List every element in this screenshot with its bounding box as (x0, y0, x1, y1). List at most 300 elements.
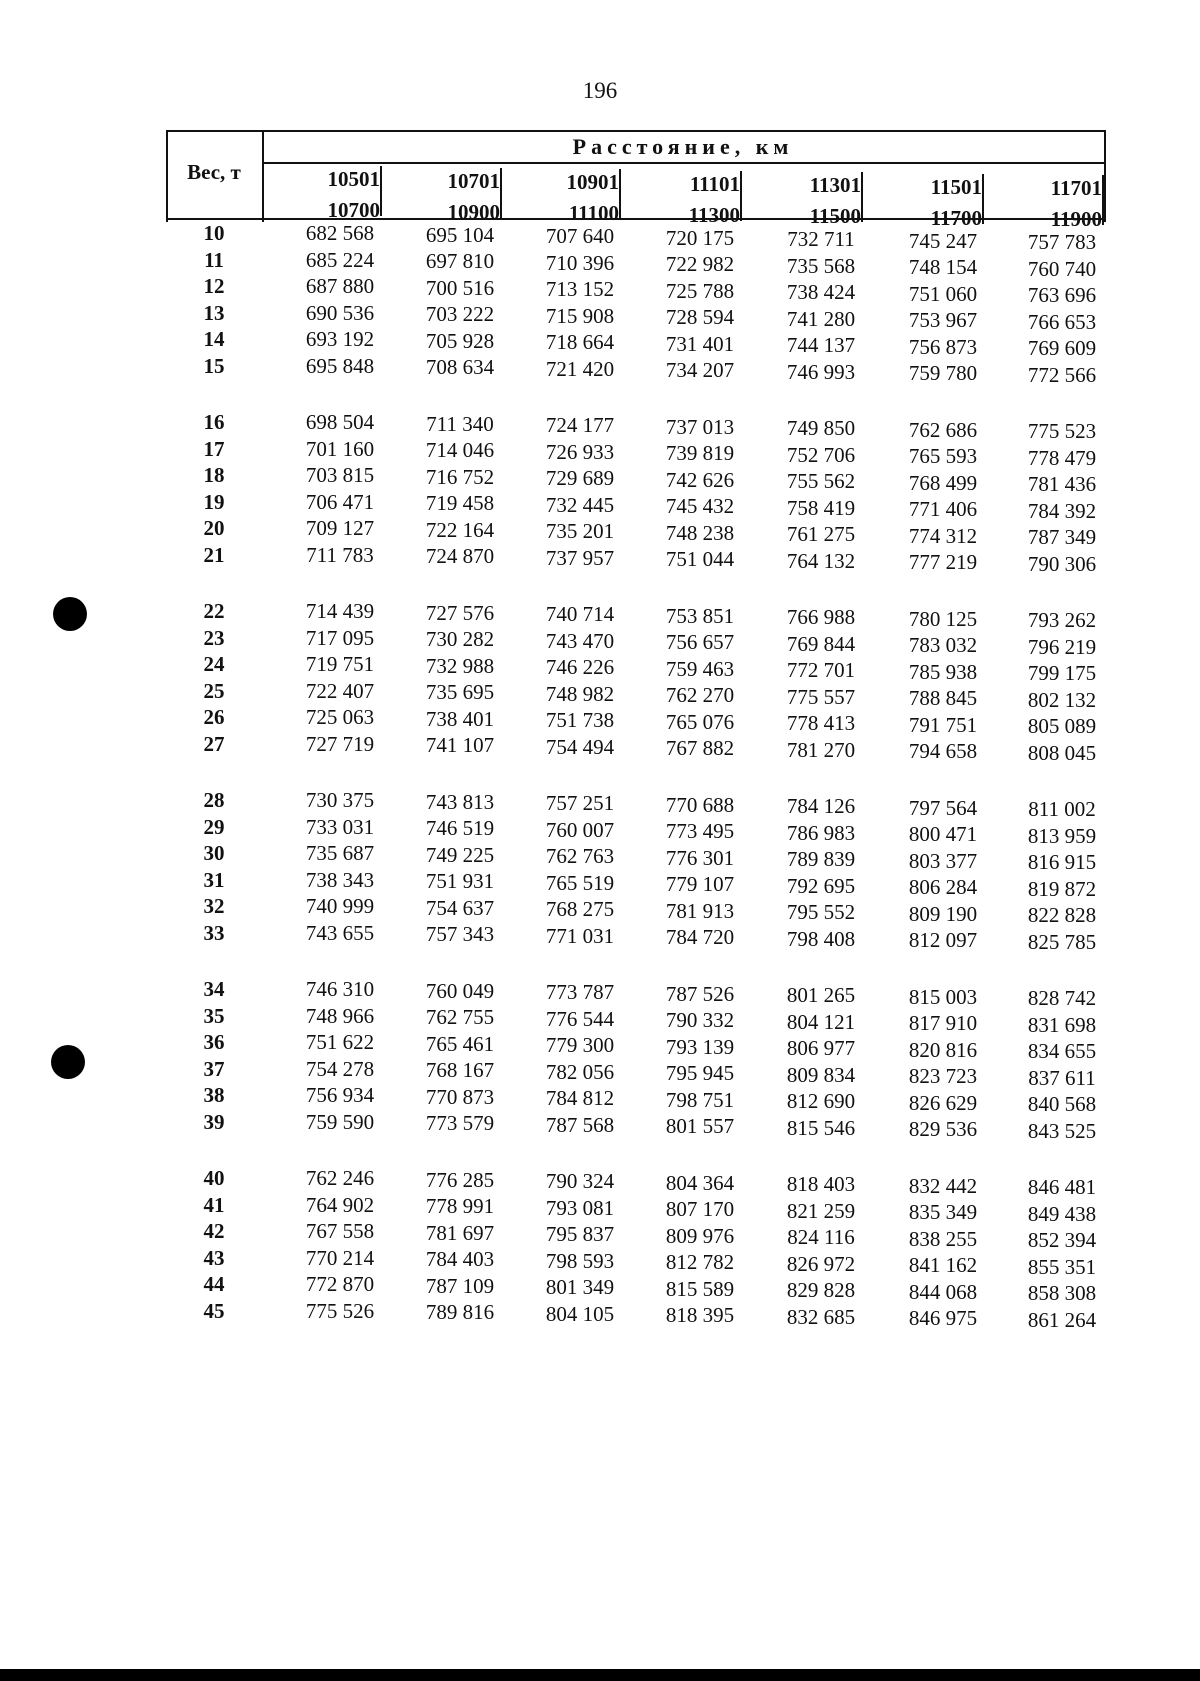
price-cell: 771 031 (545, 923, 615, 948)
weight-cell: 30 (203, 841, 225, 865)
price-cell: 797 564 (908, 795, 978, 820)
price-cell: 758 419 (786, 495, 856, 520)
price-cell: 751 931 (425, 869, 495, 893)
price-cell: 766 653 (1027, 309, 1097, 334)
price-cell: 834 655 (1027, 1039, 1097, 1063)
price-cell: 772 566 (1027, 362, 1097, 387)
price-cell: 756 934 (305, 1083, 375, 1107)
price-cell: 790 332 (665, 1008, 735, 1032)
range-to: 11700 (930, 205, 982, 230)
price-cell: 816 915 (1027, 850, 1097, 874)
price-cell: 755 562 (786, 469, 856, 493)
range-to: 11500 (809, 204, 861, 228)
price-cell: 770 214 (305, 1245, 375, 1270)
price-cell: 751 060 (908, 281, 978, 306)
price-cell: 748 238 (665, 520, 735, 545)
price-cell: 741 107 (425, 733, 495, 757)
price-cell: 746 993 (786, 359, 856, 384)
price-cell: 731 401 (665, 331, 735, 356)
column-header-range (632, 169, 740, 231)
price-cell: 776 301 (665, 845, 735, 870)
price-cell: 774 312 (908, 523, 978, 548)
price-cell: 783 032 (908, 633, 978, 657)
weight-cell: 13 (203, 300, 225, 325)
price-cell: 749 850 (786, 416, 856, 440)
price-cell: 778 991 (425, 1194, 495, 1218)
weight-cell: 20 (203, 516, 225, 540)
price-cell: 776 285 (425, 1167, 495, 1192)
price-cell: 714 046 (425, 438, 495, 462)
price-cell: 855 351 (1027, 1254, 1097, 1279)
price-cell: 840 568 (1027, 1092, 1097, 1116)
price-cell: 775 557 (786, 684, 856, 709)
price-cell: 791 751 (908, 712, 978, 737)
price-cell: 762 763 (545, 844, 615, 868)
price-cell: 711 340 (426, 411, 494, 436)
header-right-border (1104, 132, 1106, 222)
price-cell: 756 657 (665, 630, 735, 654)
price-cell: 711 783 (306, 542, 374, 567)
weight-cell: 29 (203, 814, 225, 839)
price-cell: 772 701 (786, 658, 856, 682)
price-cell: 717 095 (305, 625, 375, 650)
price-cell: 795 837 (545, 1222, 615, 1246)
price-cell: 838 255 (908, 1226, 978, 1251)
price-cell: 753 967 (908, 308, 978, 332)
range-divider-line (740, 171, 742, 221)
price-cell: 737 013 (665, 414, 735, 439)
price-cell: 727 576 (425, 600, 495, 625)
price-cell: 753 851 (665, 603, 735, 628)
price-cell: 768 499 (908, 470, 978, 495)
price-cell: 815 003 (908, 984, 978, 1009)
price-cell: 777 219 (908, 550, 978, 574)
weight-cell: 31 (203, 867, 225, 892)
price-cell: 781 436 (1027, 472, 1097, 496)
price-cell: 815 589 (665, 1276, 735, 1301)
price-cell: 751 044 (665, 547, 735, 571)
price-cell: 779 107 (665, 872, 735, 896)
price-cell: 685 224 (305, 247, 375, 272)
price-cell: 815 546 (786, 1115, 856, 1140)
price-cell: 784 126 (786, 794, 856, 818)
weight-cell: 36 (203, 1030, 225, 1054)
price-cell: 734 207 (665, 358, 735, 382)
price-cell: 809 834 (786, 1062, 856, 1087)
price-cell: 725 788 (665, 278, 735, 303)
price-cell: 799 175 (1027, 661, 1097, 685)
weight-cell: 17 (203, 436, 225, 461)
price-cell: 709 127 (305, 516, 375, 540)
range-from: 10901 (566, 170, 619, 194)
price-cell: 812 097 (908, 928, 978, 952)
price-cell: 773 787 (545, 980, 615, 1004)
price-cell: 826 629 (908, 1090, 978, 1115)
price-cell: 763 696 (1027, 283, 1097, 307)
price-cell: 772 870 (305, 1272, 375, 1296)
price-cell: 805 089 (1027, 714, 1097, 738)
price-cell: 748 154 (908, 255, 978, 279)
price-cell: 746 310 (305, 977, 375, 1001)
price-cell: 803 377 (908, 848, 978, 873)
price-cell: 724 870 (425, 544, 495, 568)
price-cell: 730 375 (305, 788, 375, 812)
range-to: 10900 (447, 199, 500, 224)
price-cell: 716 752 (425, 464, 495, 489)
weight-cell: 14 (203, 327, 225, 351)
price-cell: 722 982 (665, 252, 735, 276)
price-cell: 771 406 (908, 497, 978, 521)
weight-cell: 25 (203, 678, 225, 703)
price-cell: 824 116 (787, 1225, 855, 1249)
weight-cell: 44 (203, 1272, 225, 1296)
weight-cell: 35 (203, 1003, 225, 1028)
price-cell: 754 637 (425, 895, 495, 920)
price-cell: 703 222 (425, 302, 495, 326)
weight-cell: 18 (203, 463, 225, 487)
price-cell: 861 264 (1027, 1307, 1097, 1332)
price-cell: 820 816 (908, 1037, 978, 1062)
price-cell: 812 782 (665, 1250, 735, 1274)
range-divider-line (380, 166, 382, 216)
price-cell: 832 442 (908, 1173, 978, 1198)
weight-cell: 41 (203, 1192, 225, 1217)
price-cell: 808 045 (1027, 740, 1097, 765)
price-cell: 749 225 (425, 842, 495, 867)
price-cell: 825 785 (1027, 929, 1097, 954)
price-cell: 784 720 (665, 925, 735, 949)
price-cell: 719 458 (425, 491, 495, 515)
weight-cell: 24 (203, 652, 225, 676)
weight-cell: 38 (203, 1083, 225, 1107)
price-cell: 746 519 (425, 816, 495, 840)
price-cell: 708 634 (425, 355, 495, 379)
price-cell: 748 982 (545, 681, 615, 706)
column-header-range (874, 172, 982, 234)
price-cell: 751 738 (545, 708, 615, 732)
weight-cell: 15 (203, 353, 225, 378)
price-cell: 719 751 (305, 652, 375, 676)
price-cell: 759 463 (665, 656, 735, 681)
price-cell: 738 424 (786, 280, 856, 304)
price-cell: 764 132 (786, 548, 856, 573)
price-cell: 778 413 (786, 711, 856, 735)
price-cell: 713 152 (545, 277, 615, 301)
weight-cell: 22 (203, 599, 225, 623)
range-divider-line (982, 174, 984, 224)
price-cell: 831 698 (1027, 1012, 1097, 1037)
price-cell: 781 913 (665, 898, 735, 923)
price-cell: 769 844 (786, 631, 856, 656)
price-cell: 809 976 (665, 1223, 735, 1248)
price-cell: 822 828 (1027, 903, 1097, 927)
column-header-range (511, 167, 619, 229)
column-header-range (753, 170, 861, 232)
price-cell: 787 349 (1027, 525, 1097, 549)
price-cell: 765 076 (665, 709, 735, 734)
price-cell: 760 740 (1027, 256, 1097, 281)
page-number: 196 (582, 78, 618, 103)
price-cell: 757 783 (1027, 230, 1097, 254)
price-cell: 818 395 (665, 1303, 735, 1327)
scan-bottom-edge (0, 1669, 1200, 1681)
price-cell: 740 714 (545, 602, 615, 626)
price-cell: 762 686 (908, 417, 978, 442)
price-cell: 726 933 (545, 439, 615, 464)
column-header-range (392, 166, 500, 228)
price-cell: 745 247 (908, 228, 978, 253)
price-cell: 773 495 (665, 819, 735, 843)
price-cell: 715 908 (545, 303, 615, 328)
price-cell: 780 125 (908, 606, 978, 631)
price-cell: 809 190 (908, 901, 978, 926)
price-cell: 790 306 (1027, 551, 1097, 576)
price-cell: 722 407 (305, 678, 375, 703)
price-cell: 729 689 (545, 466, 615, 490)
price-cell: 786 983 (786, 820, 856, 845)
price-cell: 714 439 (305, 599, 375, 623)
price-cell: 732 988 (425, 653, 495, 678)
price-cell: 720 175 (665, 225, 735, 250)
range-from: 10701 (447, 168, 500, 193)
price-cell: 826 972 (786, 1251, 856, 1276)
price-cell: 722 164 (425, 517, 495, 542)
price-cell: 775 523 (1027, 419, 1097, 443)
header-top-border (166, 130, 1106, 132)
price-cell: 759 590 (305, 1109, 375, 1134)
price-cell: 846 975 (908, 1306, 978, 1330)
price-cell: 700 516 (425, 275, 495, 300)
price-cell: 817 910 (908, 1011, 978, 1035)
weight-cell: 32 (203, 894, 225, 918)
price-cell: 846 481 (1027, 1175, 1097, 1199)
price-cell: 767 882 (665, 736, 735, 760)
price-cell: 707 640 (545, 224, 615, 248)
weight-cell: 19 (203, 489, 225, 514)
price-cell: 732 711 (787, 227, 855, 251)
price-cell: 790 324 (545, 1169, 615, 1193)
price-cell: 733 031 (305, 814, 375, 839)
price-cell: 806 977 (786, 1036, 856, 1060)
price-cell: 737 957 (545, 545, 615, 570)
price-cell: 804 105 (545, 1301, 615, 1326)
price-cell: 756 873 (908, 334, 978, 359)
price-cell: 804 121 (786, 1009, 856, 1034)
price-cell: 738 343 (305, 867, 375, 892)
price-cell: 765 519 (545, 870, 615, 895)
price-cell: 828 742 (1027, 986, 1097, 1010)
price-cell: 742 626 (665, 467, 735, 492)
price-cell: 843 525 (1027, 1118, 1097, 1143)
price-cell: 754 494 (545, 734, 615, 759)
price-cell: 781 270 (786, 737, 856, 762)
price-cell: 741 280 (786, 306, 856, 331)
price-cell: 801 265 (786, 983, 856, 1007)
price-cell: 770 873 (425, 1084, 495, 1109)
price-cell: 823 723 (908, 1064, 978, 1088)
price-cell: 735 695 (425, 680, 495, 704)
weight-cell: 16 (203, 410, 225, 434)
weight-cell: 45 (203, 1298, 225, 1323)
range-to: 11300 (688, 202, 740, 227)
price-cell: 773 579 (425, 1111, 495, 1135)
price-cell: 698 504 (305, 410, 375, 434)
price-cell: 724 177 (545, 413, 615, 437)
price-cell: 796 219 (1027, 634, 1097, 659)
price-cell: 738 401 (425, 706, 495, 731)
price-cell: 806 284 (908, 875, 978, 899)
weight-cell: 42 (203, 1219, 225, 1243)
price-cell: 759 780 (908, 361, 978, 385)
price-cell: 727 719 (305, 731, 375, 756)
weight-cell: 39 (203, 1109, 225, 1134)
price-cell: 766 988 (786, 605, 856, 629)
price-cell: 832 685 (786, 1304, 856, 1329)
price-cell: 793 262 (1027, 608, 1097, 632)
price-cell: 743 470 (545, 628, 615, 653)
price-cell: 789 816 (425, 1300, 495, 1324)
price-cell: 746 226 (545, 655, 615, 679)
price-cell: 743 813 (425, 789, 495, 814)
column-header-range (272, 164, 380, 226)
price-cell: 735 201 (545, 519, 615, 543)
range-from: 10501 (327, 167, 380, 191)
price-cell: 804 364 (665, 1170, 735, 1195)
price-cell: 757 343 (425, 922, 495, 946)
price-cell: 770 688 (665, 792, 735, 817)
price-cell: 710 396 (545, 250, 615, 275)
price-cell: 793 139 (665, 1034, 735, 1059)
price-cell: 793 081 (545, 1195, 615, 1220)
price-cell: 693 192 (305, 327, 375, 351)
price-cell: 794 658 (908, 739, 978, 763)
price-cell: 744 137 (786, 333, 856, 357)
price-cell: 764 902 (305, 1192, 375, 1217)
price-cell: 798 751 (665, 1087, 735, 1112)
weight-cell: 26 (203, 705, 225, 729)
weight-cell: 33 (203, 920, 225, 945)
price-cell: 811 002 (1028, 797, 1096, 821)
price-cell: 784 812 (545, 1086, 615, 1110)
price-cell: 795 945 (665, 1061, 735, 1085)
weight-cell: 12 (203, 274, 225, 298)
price-cell: 787 526 (665, 981, 735, 1006)
price-cell: 798 408 (786, 926, 856, 951)
range-from: 11701 (1050, 176, 1102, 200)
weight-cell: 27 (203, 731, 225, 756)
price-cell: 813 959 (1027, 823, 1097, 848)
weight-cell: 23 (203, 625, 225, 650)
price-cell: 768 275 (545, 897, 615, 921)
price-cell: 787 568 (545, 1112, 615, 1137)
weight-cell: 10 (203, 221, 225, 245)
price-cell: 754 278 (305, 1056, 375, 1081)
range-from: 11301 (809, 173, 861, 197)
price-cell: 784 392 (1027, 498, 1097, 523)
price-cell: 695 104 (425, 222, 495, 247)
price-cell: 745 432 (665, 494, 735, 518)
price-cell: 701 160 (305, 436, 375, 461)
price-cell: 695 848 (305, 353, 375, 378)
price-cell: 837 611 (1028, 1065, 1096, 1090)
price-cell: 687 880 (305, 274, 375, 298)
range-divider-line (500, 168, 502, 218)
price-cell: 748 966 (305, 1003, 375, 1028)
price-cell: 841 162 (908, 1253, 978, 1277)
price-cell: 781 697 (425, 1220, 495, 1245)
price-cell: 760 007 (545, 817, 615, 842)
price-cell: 751 622 (305, 1030, 375, 1054)
price-cell: 706 471 (305, 489, 375, 514)
price-cell: 800 471 (908, 822, 978, 846)
price-cell: 762 246 (305, 1166, 375, 1190)
price-cell: 812 690 (786, 1089, 856, 1113)
price-cell: 765 461 (425, 1031, 495, 1056)
price-cell: 705 928 (425, 328, 495, 353)
range-from: 11101 (689, 171, 740, 196)
range-to: 11900 (1050, 207, 1102, 231)
price-cell: 732 445 (545, 492, 615, 517)
price-cell: 779 300 (545, 1033, 615, 1057)
weight-cell: 21 (203, 542, 225, 567)
price-cell: 757 251 (545, 791, 615, 815)
weight-cell: 37 (203, 1056, 225, 1081)
price-cell: 798 593 (545, 1248, 615, 1273)
price-cell: 792 695 (786, 873, 856, 898)
price-cell: 819 872 (1027, 876, 1097, 901)
weight-cell: 40 (203, 1166, 225, 1190)
price-cell: 849 438 (1027, 1201, 1097, 1226)
price-cell: 802 132 (1027, 687, 1097, 712)
weight-cell: 11 (204, 247, 224, 272)
column-header-range (994, 173, 1102, 235)
price-cell: 776 544 (545, 1006, 615, 1031)
price-cell: 740 999 (305, 894, 375, 918)
header-distance-underline (262, 162, 1106, 164)
price-cell: 807 170 (665, 1197, 735, 1221)
punch-hole-top (53, 597, 87, 631)
price-cell: 829 536 (908, 1117, 978, 1141)
price-cell: 835 349 (908, 1200, 978, 1224)
price-cell: 775 526 (305, 1298, 375, 1323)
range-to: 11100 (568, 201, 619, 225)
price-cell: 760 049 (425, 978, 495, 1003)
range-to: 10700 (327, 198, 380, 222)
weight-column-header: Вес, т (187, 160, 241, 184)
price-cell: 762 270 (665, 683, 735, 707)
price-cell: 787 109 (425, 1273, 495, 1298)
price-cell: 739 819 (665, 441, 735, 465)
price-cell: 697 810 (425, 249, 495, 273)
price-cell: 703 815 (305, 463, 375, 487)
price-cell: 728 594 (665, 305, 735, 329)
weight-cell: 34 (203, 977, 225, 1001)
range-from: 11501 (930, 174, 982, 199)
price-cell: 743 655 (305, 920, 375, 945)
range-divider-line (861, 172, 863, 222)
price-cell: 761 275 (786, 522, 856, 546)
price-cell: 784 403 (425, 1247, 495, 1271)
price-cell: 769 609 (1027, 336, 1097, 360)
price-cell: 782 056 (545, 1059, 615, 1084)
price-cell: 725 063 (305, 705, 375, 729)
price-cell: 752 706 (786, 442, 856, 467)
price-cell: 858 308 (1027, 1281, 1097, 1305)
distance-header: Расстояние, км (572, 134, 794, 159)
price-cell: 730 282 (425, 627, 495, 651)
price-cell: 829 828 (786, 1278, 856, 1302)
price-cell: 818 403 (786, 1172, 856, 1196)
